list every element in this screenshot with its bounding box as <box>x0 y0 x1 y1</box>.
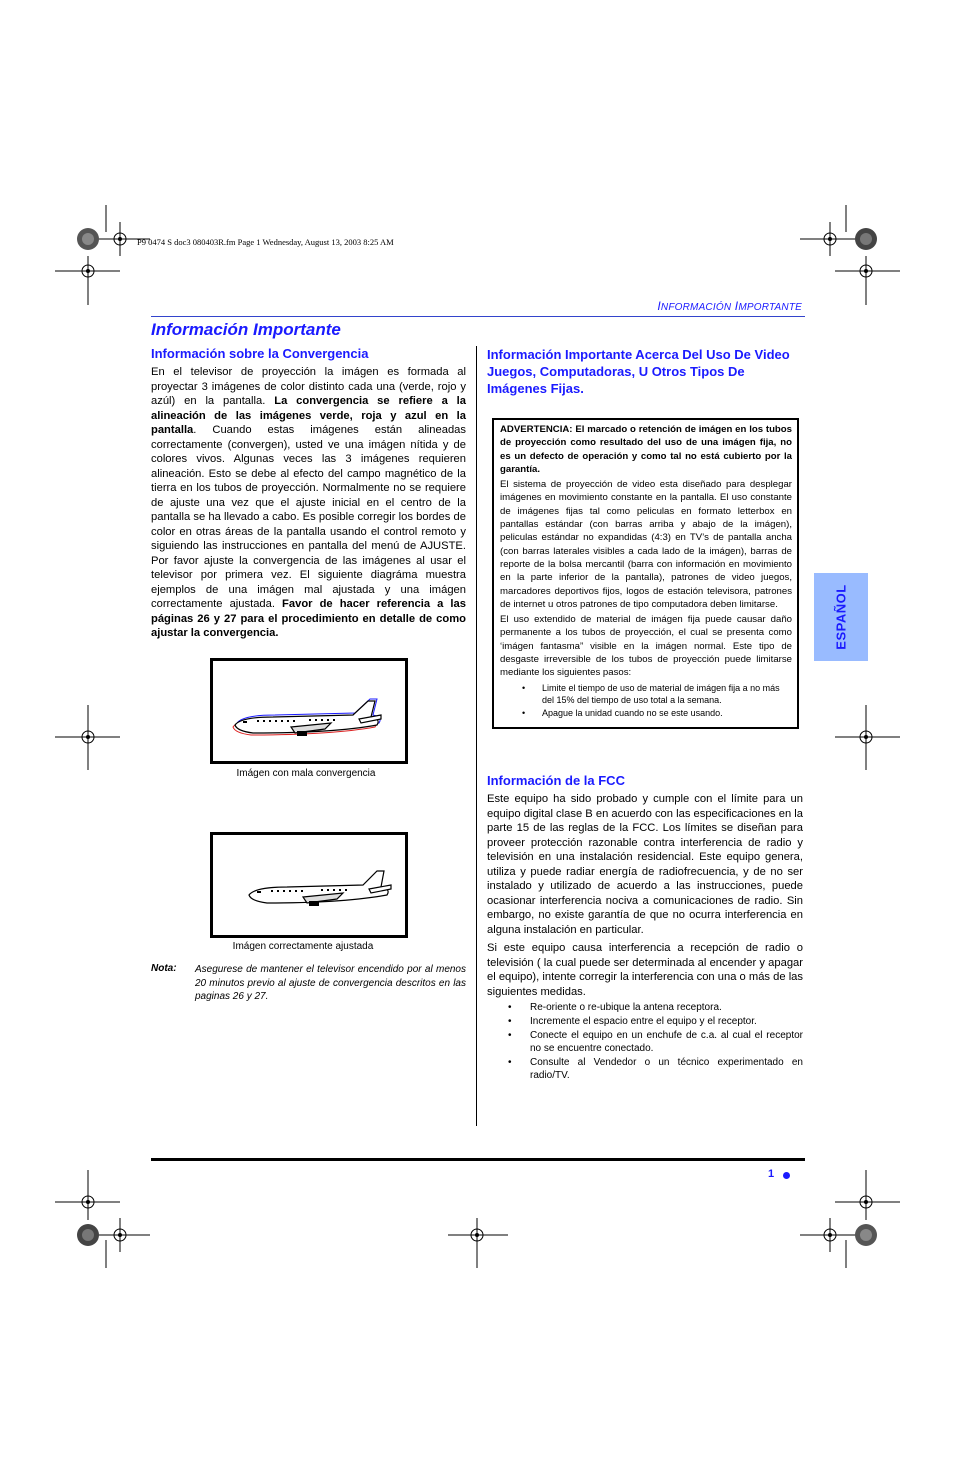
warning-bold: ADVERTENCIA: El marcado o retención de imágen en los tubos de proyección como resultado del uso de una imágen fija, no es un defecto de operación y como tal no está cubierto por la garantía. <box>500 424 792 475</box>
footer-rule <box>151 1158 805 1161</box>
caption-good-convergence: Imágen correctamente ajustada <box>232 941 374 952</box>
still-images-heading: Información Importante Acerca Del Uso De Video Juegos, Computadoras, U Otros Tipos De Imágenes Fijas. <box>487 347 790 396</box>
language-tab <box>814 573 868 661</box>
fcc-list <box>487 1001 803 1082</box>
right-column-heading-wrap <box>487 346 803 397</box>
convergence-heading: Información sobre la Convergencia <box>151 346 369 361</box>
list-item: • Re-oriente o re-ubique la antena receptora. <box>487 1001 803 1014</box>
fcc-section <box>487 773 803 1083</box>
page-title: Información Importante <box>151 320 341 339</box>
warning-paragraph-1: El sistema de proyección de video esta diseñado para desplegar imágenes en movimiento constante en la pantalla. El uso constante de imágenes fijas tal como peliculas en formato letterbox en pantallas estándar (con barras arriba y abajo de la imágen), peliculas estándar no expandidas (4:3) en TV’s de pantalla ancha (con barras laterales visibles a cada lado de la imágen), barras de reporte de la bolsa mercantil (barra con información en movimiento en la parte inferior de la pantalla), patrones de video juegos, marcadores deportivos fijos, logos de estación televisora, patrones de internet u otros patrones de tipo computadora deben limitarse. <box>500 479 792 610</box>
caption-bad-convergence: Imágen con mala convergencia <box>236 768 376 779</box>
fcc-heading: Información de la FCC <box>487 773 625 788</box>
note-text: Asegurese de mantener el televisor encendido por al menos 20 minutos previo al ajuste de convergencia descritos en las paginas 26 y 27. <box>195 964 466 1002</box>
running-header: INFORMACIÓN IMPORTANTE <box>657 299 802 313</box>
warning-paragraph-2: El uso extendido de material de imágen fija puede causar daño permanente a los tubos de proyección, el cual se presenta como ‘imágen fantasma” visible en la imágen normal. Este tipo de desgaste irreversible de los tubos de proyección puede limitarse mediante los siguientes pasos: <box>500 614 792 679</box>
page-bullet-icon <box>783 1172 790 1179</box>
fcc-paragraph-2: Si este equipo causa interferencia a recepción de radio o televisión ( la cual puede ser determinada al encender y apagar el equipo), intente corregir la interferencia con una o más de las siguientes medidas. <box>487 942 803 998</box>
airplane-misaligned-illustration <box>213 661 405 761</box>
convergence-paragraph: En el televisor de proyección la imágen es formada al proyectar 3 imágenes de color distinto cada una (verde, rojo y azúl) en la pantalla. La convergencia se refiere a la alineación de las imágenes verde, roja y azul en la pantalla. Cuando estas imágenes están alineadas correctamente (convergen), usted ve una imágen nítida y de colores vivos. Algunas veces las 3 imágenes requieren alineación. Esto se debe al efecto del campo magnético de la tierra en los tubos de proyección. Normalmente no se requiere de ajuste una vez que el ajuste inicial en el centro de la pantalla se ha llevado a cabo. Es posible corregir los bordes de color en otras áreas de la pantalla usando el control remoto y siguiendo las instrucciones en pantalla del menú de AJUSTE. Por favor ajuste la convergencia de las imágenes al usar el televisor por primera vez. El siguiente diagráma muestra ejemplos de una imágen mal ajustada y una imágen correctamente ajustada. Favor de hacer referencia a las páginas 26 y 27 para el procedimiento en detalle de como ajustar la convergencia. <box>151 366 467 639</box>
airplane-aligned-illustration <box>213 835 405 935</box>
header-rule <box>151 316 805 317</box>
file-info: P9 0474 S doc3 080403R.fm Page 1 Wednesday, August 13, 2003 8:25 AM <box>137 237 394 247</box>
page-number: 1 <box>768 1168 775 1180</box>
column-divider <box>476 346 477 1126</box>
figure-bad-convergence <box>210 658 408 764</box>
list-item: • Incremente el espacio entre el equipo y el receptor. <box>487 1015 803 1028</box>
list-item: • Conecte el equipo en un enchufe de c.a. al cual el receptor no se encuentre conectado. <box>487 1029 803 1055</box>
list-item: • Apague la unidad cuando no se este usando. <box>500 707 792 720</box>
figure-good-convergence <box>210 832 408 938</box>
left-column <box>151 346 466 641</box>
warning-box <box>492 418 799 729</box>
warning-list <box>500 682 792 720</box>
language-tab-label: ESPAÑOL <box>833 584 849 650</box>
note-label: Nota: <box>151 963 177 974</box>
list-item: • Consulte al Vendedor o un técnico experimentado en radio/TV. <box>487 1056 803 1082</box>
fcc-paragraph-1: Este equipo ha sido probado y cumple con el límite para un equipo digital clase B en acuerdo con las especificaciones en la parte 15 de las reglas de la FCC. Los límites se diseñan para proveer protección razonable contra interferencia de radio y televisión en una instalación residencial. Este equipo genera, utiliza y puede radiar energía de radiofrecuencia, y de no ser instalado y utilizado de acuerdo a las instrucciones, puede ocasionar interferencia nociva a comunicaciones de radio. Sin embargo, no existe garantía de que no ocurra interferencia en alguna instalación en particular. <box>487 793 803 936</box>
list-item: • Limite el tiempo de uso de material de imágen fija a no más del 15% del tiempo de uso total a la semana. <box>500 682 792 707</box>
